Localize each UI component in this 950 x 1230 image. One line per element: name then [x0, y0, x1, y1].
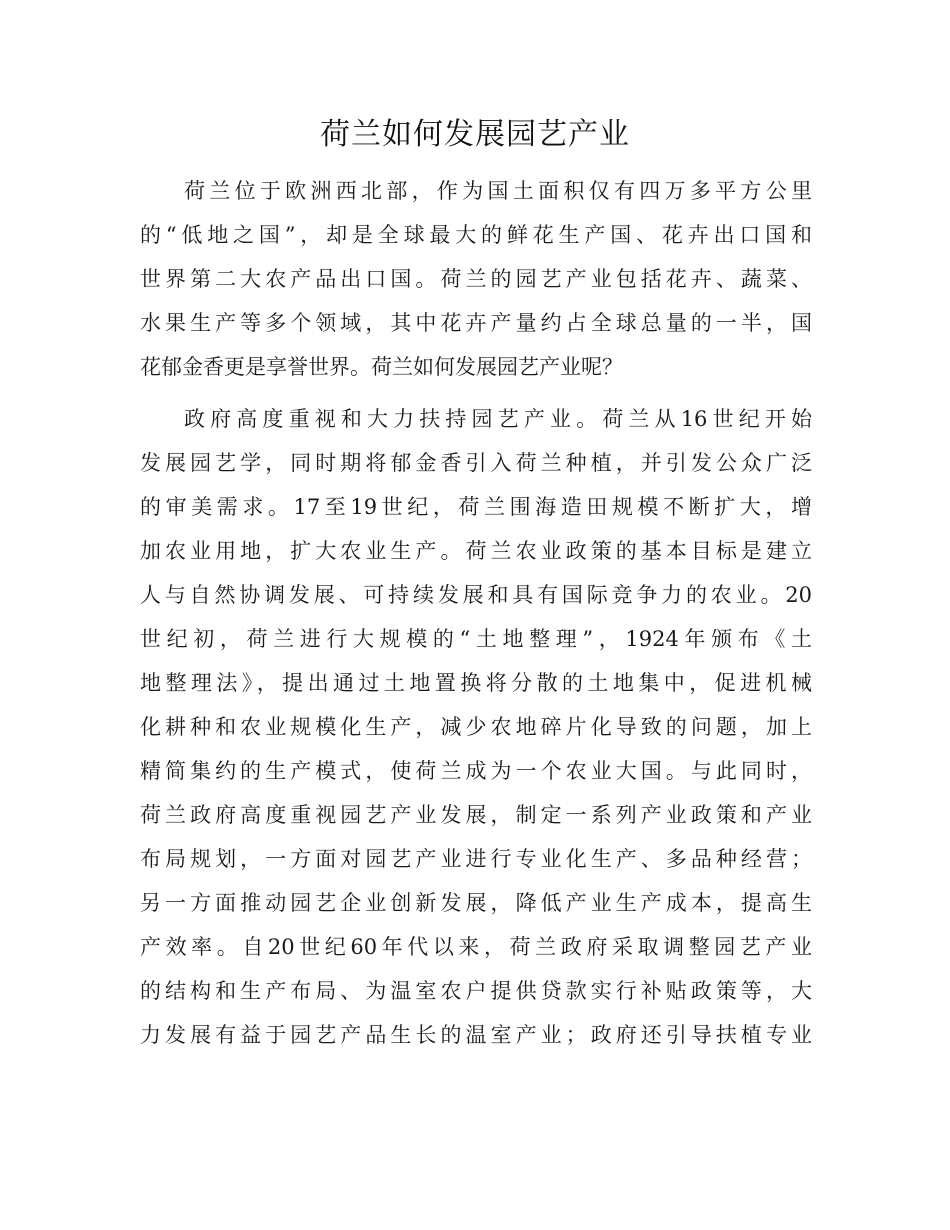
paragraph-line: 花郁金香更是享誉世界。荷兰如何发展园艺产业呢？ [140, 355, 623, 379]
paragraph-line: 的结构和生产布局、为温室农户提供贷款实行补贴政策等，大 [140, 979, 812, 1003]
paragraph-line: 水果生产等多个领域，其中花卉产量约占全球总量的一半，国 [140, 311, 812, 335]
paragraph-line: 化耕种和农业规模化生产，减少农地碎片化导致的问题，加上 [140, 715, 812, 739]
paragraph-line: 布局规划，一方面对园艺产业进行专业化生产、多品种经营； [140, 847, 812, 871]
paragraph-line: 的“低地之国”，却是全球最大的鲜花生产国、花卉出口国和 [140, 223, 812, 247]
paragraph-line: 加农业用地，扩大农业生产。荷兰农业政策的基本目标是建立 [140, 539, 812, 563]
paragraph-line: 的审美需求。17至19世纪，荷兰围海造田规模不断扩大，增 [140, 495, 812, 519]
paragraph-line: 世界第二大农产品出口国。荷兰的园艺产业包括花卉、蔬菜、 [140, 267, 812, 291]
paragraph-line: 地整理法》，提出通过土地置换将分散的土地集中，促进机械 [140, 671, 812, 695]
paragraph-line: 世纪初，荷兰进行大规模的“土地整理”，1924年颁布《土 [140, 627, 812, 651]
paragraph-line: 人与自然协调发展、可持续发展和具有国际竞争力的农业。20 [140, 583, 812, 607]
paragraph-line: 发展园艺学，同时期将郁金香引入荷兰种植，并引发公众广泛 [140, 451, 812, 475]
document-title: 荷兰如何发展园艺产业 [320, 117, 630, 152]
paragraph-intro [140, 169, 812, 389]
paragraph-line: 力发展有益于园艺产品生长的温室产业；政府还引导扶植专业 [140, 1023, 812, 1047]
paragraph-line: 产效率。自20世纪60年代以来，荷兰政府采取调整园艺产业 [140, 935, 812, 959]
paragraph-government-support [140, 397, 812, 1057]
paragraph-line: 政府高度重视和大力扶持园艺产业。荷兰从16世纪开始 [184, 407, 812, 431]
paragraph-line: 荷兰位于欧洲西北部，作为国土面积仅有四万多平方公里 [184, 179, 812, 203]
paragraph-line: 荷兰政府高度重视园艺产业发展，制定一系列产业政策和产业 [140, 803, 812, 827]
paragraph-line: 另一方面推动园艺企业创新发展，降低产业生产成本，提高生 [140, 891, 812, 915]
paragraph-line: 精简集约的生产模式，使荷兰成为一个农业大国。与此同时， [140, 759, 812, 783]
